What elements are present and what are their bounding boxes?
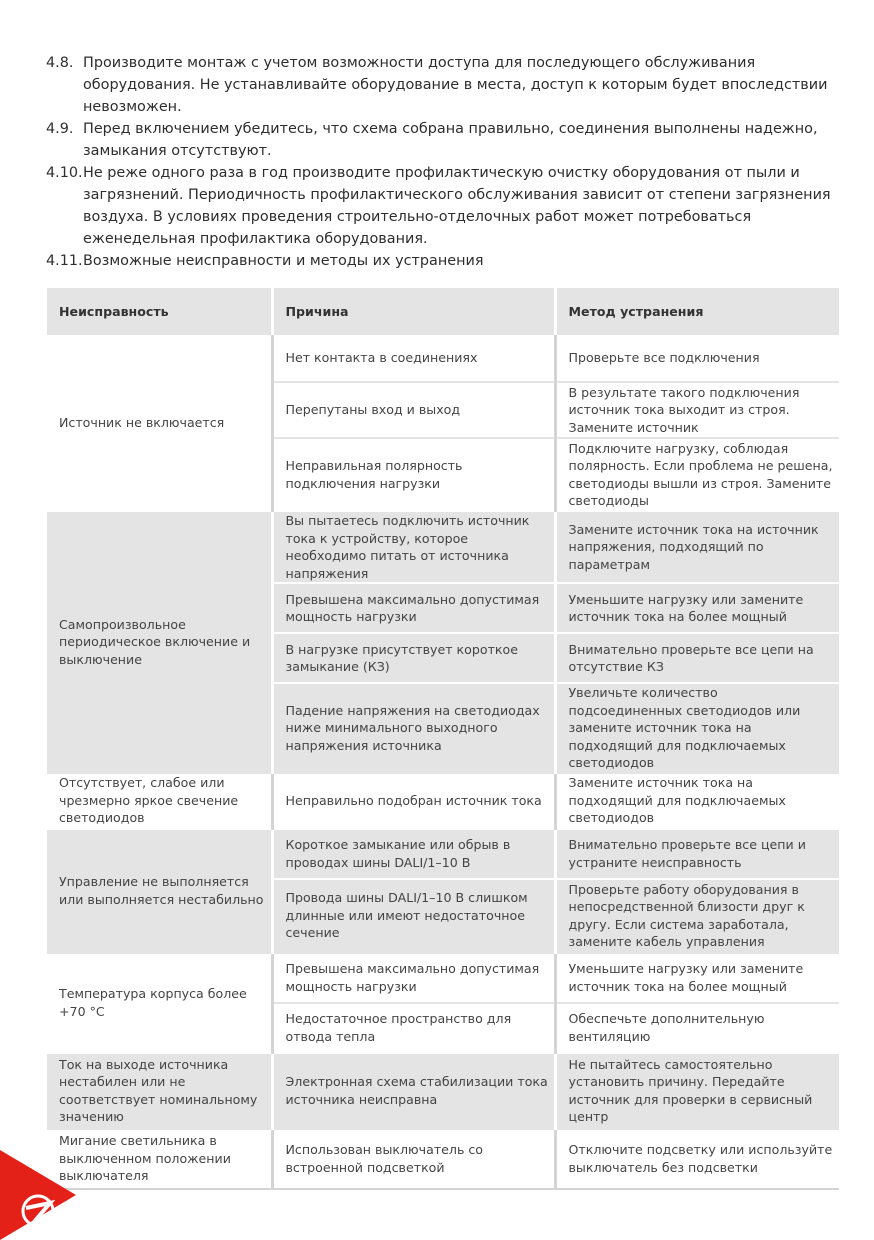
cause-cell: Вы пытаетесь подключить источник тока к устройству, которое необходимо питать от источника напряжения xyxy=(272,511,555,583)
fix-cell: Замените источник тока на источник напряжения, подходящий по параметрам xyxy=(555,511,839,583)
table-row xyxy=(47,953,839,1003)
instruction-number: 4.11. xyxy=(46,253,83,269)
cause-cell: Перепутаны вход и выход xyxy=(272,382,555,438)
instruction-number: 4.10. xyxy=(46,165,83,181)
table-row xyxy=(47,1053,839,1129)
cause-cell: Недостаточное пространство для отвода тепла xyxy=(272,1003,555,1053)
fix-cell: Внимательно проверьте все цепи на отсутствие КЗ xyxy=(555,633,839,683)
cause-cell: Неправильно подобран источник тока xyxy=(272,773,555,829)
cause-cell: Провода шины DALI/1–10 В слишком длинные или имеют недостаточное сечение xyxy=(272,879,555,953)
fix-cell: Обеспечьте дополнительную вентиляцию xyxy=(555,1003,839,1053)
fix-cell: Отключите подсветку или используйте выключатель без подсветки xyxy=(555,1129,839,1189)
fix-cell: Проверьте все подключения xyxy=(555,335,839,382)
fix-cell: Увеличьте количество подсоединенных светодиодов или замените источник тока на подходящий для подключаемых светодиодов xyxy=(555,683,839,773)
instruction-text: Производите монтаж с учетом возможности доступа для последующего обслуживания оборудования. Не устанавливайте оборудование в места, доступ к которым будет впоследствии невозможен. xyxy=(83,55,828,115)
instruction-text: Перед включением убедитесь, что схема собрана правильно, соединения выполнены надежно, замыкания отсутствуют. xyxy=(83,121,818,159)
instruction-item xyxy=(46,118,846,162)
fault-cell: Мигание светильника в выключенном положении выключателя xyxy=(47,1129,272,1189)
table-row xyxy=(47,1129,839,1189)
instruction-item xyxy=(46,162,846,250)
brand-logo-icon xyxy=(0,1150,76,1240)
instruction-text: Не реже одного раза в год производите профилактическую очистку оборудования от пыли и загрязнений. Периодичность профилактического обслуживания зависит от степени загрязнения воздуха. В условиях проведения строительно-отделочных работ может потребоваться еженедельная профилактика оборудования. xyxy=(83,165,831,247)
instruction-number: 4.8. xyxy=(46,55,74,71)
instruction-item xyxy=(46,52,846,118)
cause-cell: Превышена максимально допустимая мощность нагрузки xyxy=(272,583,555,633)
table-header-row xyxy=(47,288,839,335)
fix-cell: Проверьте работу оборудования в непосредственной близости друг к другу. Если система заработала, замените кабель управления xyxy=(555,879,839,953)
fault-cell: Отсутствует, слабое или чрезмерно яркое свечение светодиодов xyxy=(47,773,272,829)
cause-cell: Использован выключатель со встроенной подсветкой xyxy=(272,1129,555,1189)
fault-cell: Самопроизвольное периодическое включение и выключение xyxy=(47,511,272,773)
fix-cell: Внимательно проверьте все цепи и устраните неисправность xyxy=(555,829,839,879)
table-row xyxy=(47,829,839,879)
table-row xyxy=(47,511,839,583)
fault-cell: Температура корпуса более +70 °C xyxy=(47,953,272,1053)
cause-cell: Нет контакта в соединениях xyxy=(272,335,555,382)
fix-cell: Уменьшите нагрузку или замените источник тока на более мощный xyxy=(555,583,839,633)
fix-cell: Не пытайтесь самостоятельно установить причину. Передайте источник для проверки в сервисный центр xyxy=(555,1053,839,1129)
instructions-list xyxy=(46,52,846,272)
cause-cell: Превышена максимально допустимая мощность нагрузки xyxy=(272,953,555,1003)
table-row xyxy=(47,335,839,382)
fault-cell: Управление не выполняется или выполняется нестабильно xyxy=(47,829,272,953)
instruction-number: 4.9. xyxy=(46,121,74,137)
header-fault: Неисправность xyxy=(47,288,272,335)
fix-cell: Замените источник тока на подходящий для подключаемых светодиодов xyxy=(555,773,839,829)
cause-cell: В нагрузке присутствует короткое замыкание (КЗ) xyxy=(272,633,555,683)
cause-cell: Неправильная полярность подключения нагрузки xyxy=(272,438,555,511)
fault-cell: Источник не включается xyxy=(47,335,272,511)
header-fix: Метод устранения xyxy=(555,288,839,335)
fix-cell: Уменьшите нагрузку или замените источник тока на более мощный xyxy=(555,953,839,1003)
cause-cell: Электронная схема стабилизации тока источника неисправна xyxy=(272,1053,555,1129)
header-cause: Причина xyxy=(272,288,555,335)
troubleshooting-table xyxy=(47,288,839,1190)
fix-cell: Подключите нагрузку, соблюдая полярность. Если проблема не решена, светодиоды вышли из строя. Замените светодиоды xyxy=(555,438,839,511)
cause-cell: Падение напряжения на светодиодах ниже минимального выходного напряжения источника xyxy=(272,683,555,773)
table-row xyxy=(47,773,839,829)
instruction-text: Возможные неисправности и методы их устранения xyxy=(83,253,484,269)
fix-cell: В результате такого подключения источник тока выходит из строя. Замените источник xyxy=(555,382,839,438)
cause-cell: Короткое замыкание или обрыв в проводах шины DALI/1–10 В xyxy=(272,829,555,879)
fault-cell: Ток на выходе источника нестабилен или не соответствует номинальному значению xyxy=(47,1053,272,1129)
instruction-item xyxy=(46,250,846,272)
